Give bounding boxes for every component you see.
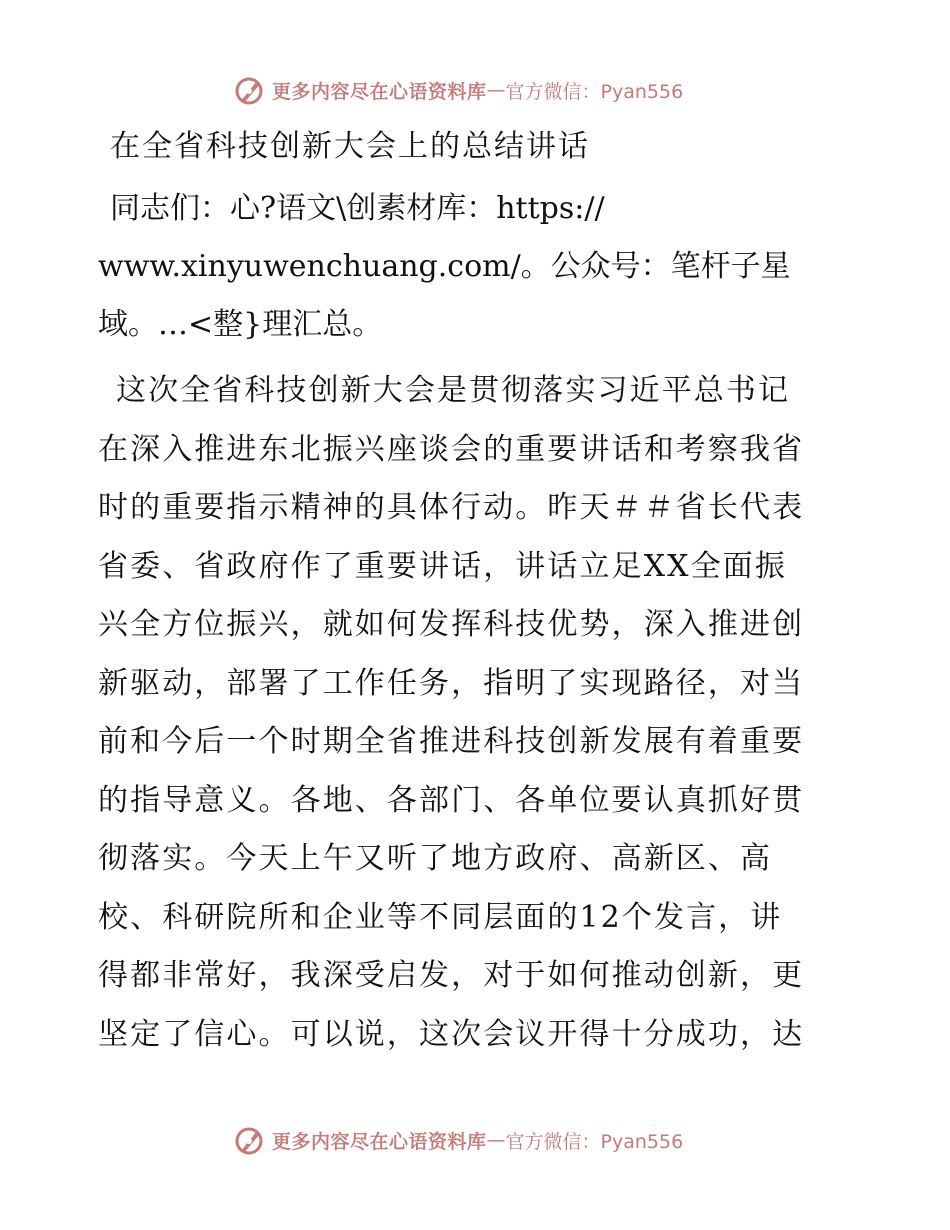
paragraph-line: 兴全方位振兴，就如何发挥科技优势，深入推进创 xyxy=(98,607,805,642)
paragraph-line: 时的重要指示精神的具体行动。昨天＃＃省长代表 xyxy=(98,490,805,525)
paragraph-line: 彻落实。今天上午又听了地方政府、高新区、高 xyxy=(98,841,773,876)
paragraph-line: 省委、省政府作了重要讲话，讲话立足XX全面振 xyxy=(98,548,787,584)
banner-dash: — xyxy=(486,79,506,101)
greeting-line: www.xinyuwenchuang.com/。公众号：笔杆子星 xyxy=(98,249,791,284)
footer-banner xyxy=(232,1122,683,1158)
paragraph-line: 的指导意义。各地、各部门、各单位要认真抓好贯 xyxy=(98,782,805,818)
header-banner xyxy=(232,72,683,108)
quill-pen-circle-icon xyxy=(232,1123,266,1157)
document-title: 在全省科技创新大会上的总结讲话 xyxy=(110,129,590,164)
quill-pen-circle-icon xyxy=(232,73,266,107)
greeting-line: 域。…<整}理汇总。 xyxy=(98,307,383,342)
banner-wechat-text: 官方微信：Pyan556 xyxy=(505,1130,684,1153)
paragraph-line: 得都非常好，我深受启发，对于如何推动创新，更 xyxy=(98,958,805,993)
greeting-block xyxy=(98,180,850,354)
banner-main-text: 更多内容尽在心语资料库 xyxy=(272,1130,487,1153)
banner-wechat-text: 官方微信：Pyan556 xyxy=(505,80,684,103)
paragraph-line: 前和今后一个时期全省推进科技创新发展有着重要 xyxy=(98,724,805,759)
banner-dash: — xyxy=(486,1129,506,1151)
banner-main-text: 更多内容尽在心语资料库 xyxy=(272,80,487,103)
paragraph-line: 新驱动，部署了工作任务，指明了实现路径，对当 xyxy=(98,665,805,701)
greeting-line: 同志们：心?语文\创素材库：https:// xyxy=(110,191,605,226)
document-body xyxy=(98,122,850,1064)
paragraph xyxy=(98,362,850,1064)
paragraph-line: 校、科研院所和企业等不同层面的12个发言，讲 xyxy=(98,899,783,935)
paragraph-line: 坚定了信心。可以说，这次会议开得十分成功，达 xyxy=(98,1016,805,1052)
paragraph-line: 这次全省科技创新大会是贯彻落实习近平总书记 xyxy=(116,373,791,408)
paragraph-line: 在深入推进东北振兴座谈会的重要讲话和考察我省 xyxy=(98,431,805,467)
